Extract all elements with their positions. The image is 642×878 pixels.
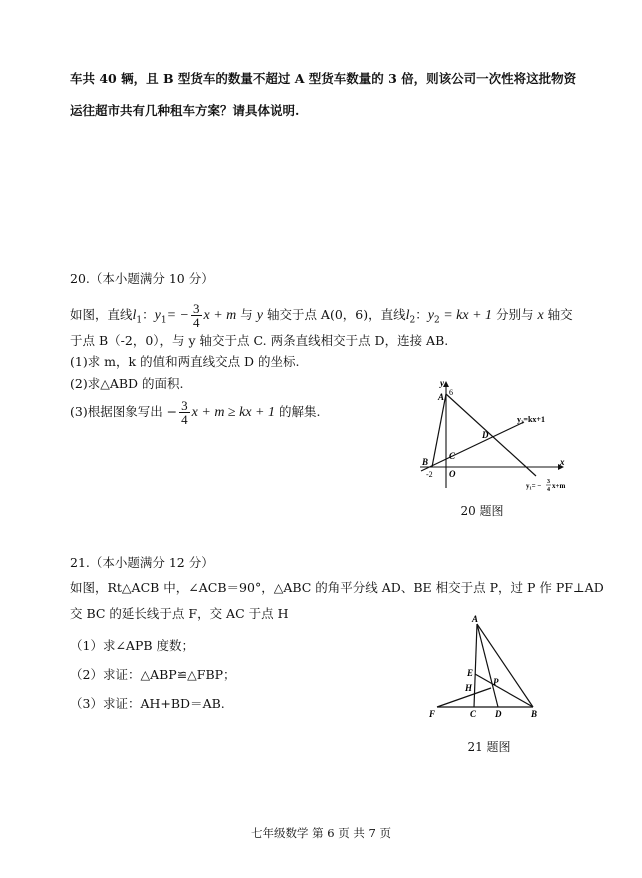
figure-20: [412, 378, 572, 498]
label-neg2: -2: [426, 470, 433, 479]
y1-symbol: y: [154, 308, 161, 323]
label-H: H: [465, 683, 473, 693]
label-y1-frac-num: 3: [547, 479, 550, 485]
expr: x + m: [203, 308, 237, 323]
q20-text: 分别与: [492, 307, 538, 322]
page-footer: 七年级数学 第 6 页 共 7 页: [250, 826, 392, 840]
q20-header: 20.（本小题满分 10 分）: [70, 271, 214, 286]
q21-header: 21.（本小题满分 12 分）: [70, 555, 214, 570]
label-O: O: [449, 469, 456, 479]
y-symbol: y: [256, 308, 263, 323]
eq-sign: = −: [166, 308, 190, 323]
label-C: C: [449, 451, 456, 461]
fraction-numerator: 3: [193, 301, 200, 316]
label-y-axis: y: [440, 378, 444, 388]
q21-line-2: 交 BC 的延长线于点 F，交 AC 于点 H: [70, 606, 289, 621]
q20-item-1: (1)求 m，k 的值和两直线交点 D 的坐标.: [70, 354, 300, 369]
q20-text: 与: [236, 307, 257, 322]
x-symbol: x: [537, 308, 544, 323]
segment-AB: [477, 624, 533, 707]
q20-text: 如图，直线: [70, 307, 133, 322]
l1-sub: 1: [136, 315, 143, 326]
label-D: D: [495, 709, 502, 719]
q21-item-2: （2）求证：△ABP≌△FBP；: [70, 667, 236, 682]
fraction-numerator: 3: [181, 398, 188, 413]
label-C: C: [470, 709, 477, 719]
q21-item-3: （3）求证：AH+BD＝AB.: [70, 696, 225, 711]
l1-symbol: l: [132, 308, 137, 323]
fraction-denominator: 4: [181, 412, 188, 427]
q20-line-2: 于点 B（-2，0），与 y 轴交于点 C. 两条直线相交于点 D，连接 AB.: [70, 333, 449, 348]
y2-sub: 2: [433, 315, 440, 326]
inequality: x + m ≥ kx + 1: [191, 405, 275, 420]
label-A: A: [472, 614, 479, 624]
continuation-line-1: 车共 40 辆，且 B 型货车的数量不超过 A 型货车数量的 3 倍，则该公司一次性将这批物资: [70, 71, 577, 86]
figure-21-caption: 21 题图: [467, 740, 511, 754]
label-A: A: [438, 392, 445, 402]
figure-20-caption: 20 题图: [460, 504, 504, 518]
label-P: P: [493, 677, 499, 687]
q20-text: 轴交: [543, 307, 573, 322]
label-E: E: [467, 668, 474, 678]
q20-text: ：: [415, 307, 428, 322]
label-y1-frac-den: 4: [547, 487, 550, 493]
label-F: F: [429, 709, 436, 719]
line-y1: [446, 394, 536, 476]
q20-text: ：: [142, 307, 155, 322]
q20-item3-text: (3)根据图象写出 −: [70, 404, 178, 419]
label-B: B: [531, 709, 538, 719]
segment-FP: [437, 688, 491, 707]
q20-item3-text: 的解集.: [275, 404, 321, 419]
q21-line-1: 如图，Rt△ACB 中，∠ACB＝90°，△ABC 的角平分线 AD、BE 相交于点 P，过 P 作 PF⊥AD: [70, 580, 604, 595]
q21-item-1: （1）求∠APB 度数；: [70, 638, 195, 653]
label-x-axis: x: [560, 457, 565, 467]
segment-AB: [432, 394, 446, 467]
q20-text: 轴交于点 A(0，6)，直线: [262, 307, 406, 322]
fraction-denominator: 4: [193, 315, 200, 330]
label-D: D: [482, 430, 489, 440]
l2-sub: 2: [409, 315, 416, 326]
continuation-line-2: 运往超市共有几种租车方案？请具体说明.: [70, 103, 300, 118]
y2-symbol: y: [427, 308, 434, 323]
fraction: [179, 399, 190, 426]
l2-symbol: l: [405, 308, 410, 323]
label-y1-a: y₁= −: [526, 482, 542, 490]
segment-AD: [477, 624, 498, 707]
label-y2: y₂=kx+1: [517, 415, 545, 424]
label-six: 6: [449, 388, 453, 397]
y1-sub: 1: [160, 315, 167, 326]
expr: = kx + 1: [439, 308, 493, 323]
label-y1-b: x+m: [552, 482, 566, 490]
segment-AC: [474, 624, 477, 707]
q20-line-1: [70, 302, 573, 328]
figure-21: [425, 612, 545, 722]
label-B: B: [422, 457, 429, 467]
fraction: [191, 302, 202, 329]
q20-item-2: (2)求△ABD 的面积.: [70, 376, 184, 391]
q20-item-3: [70, 398, 320, 426]
